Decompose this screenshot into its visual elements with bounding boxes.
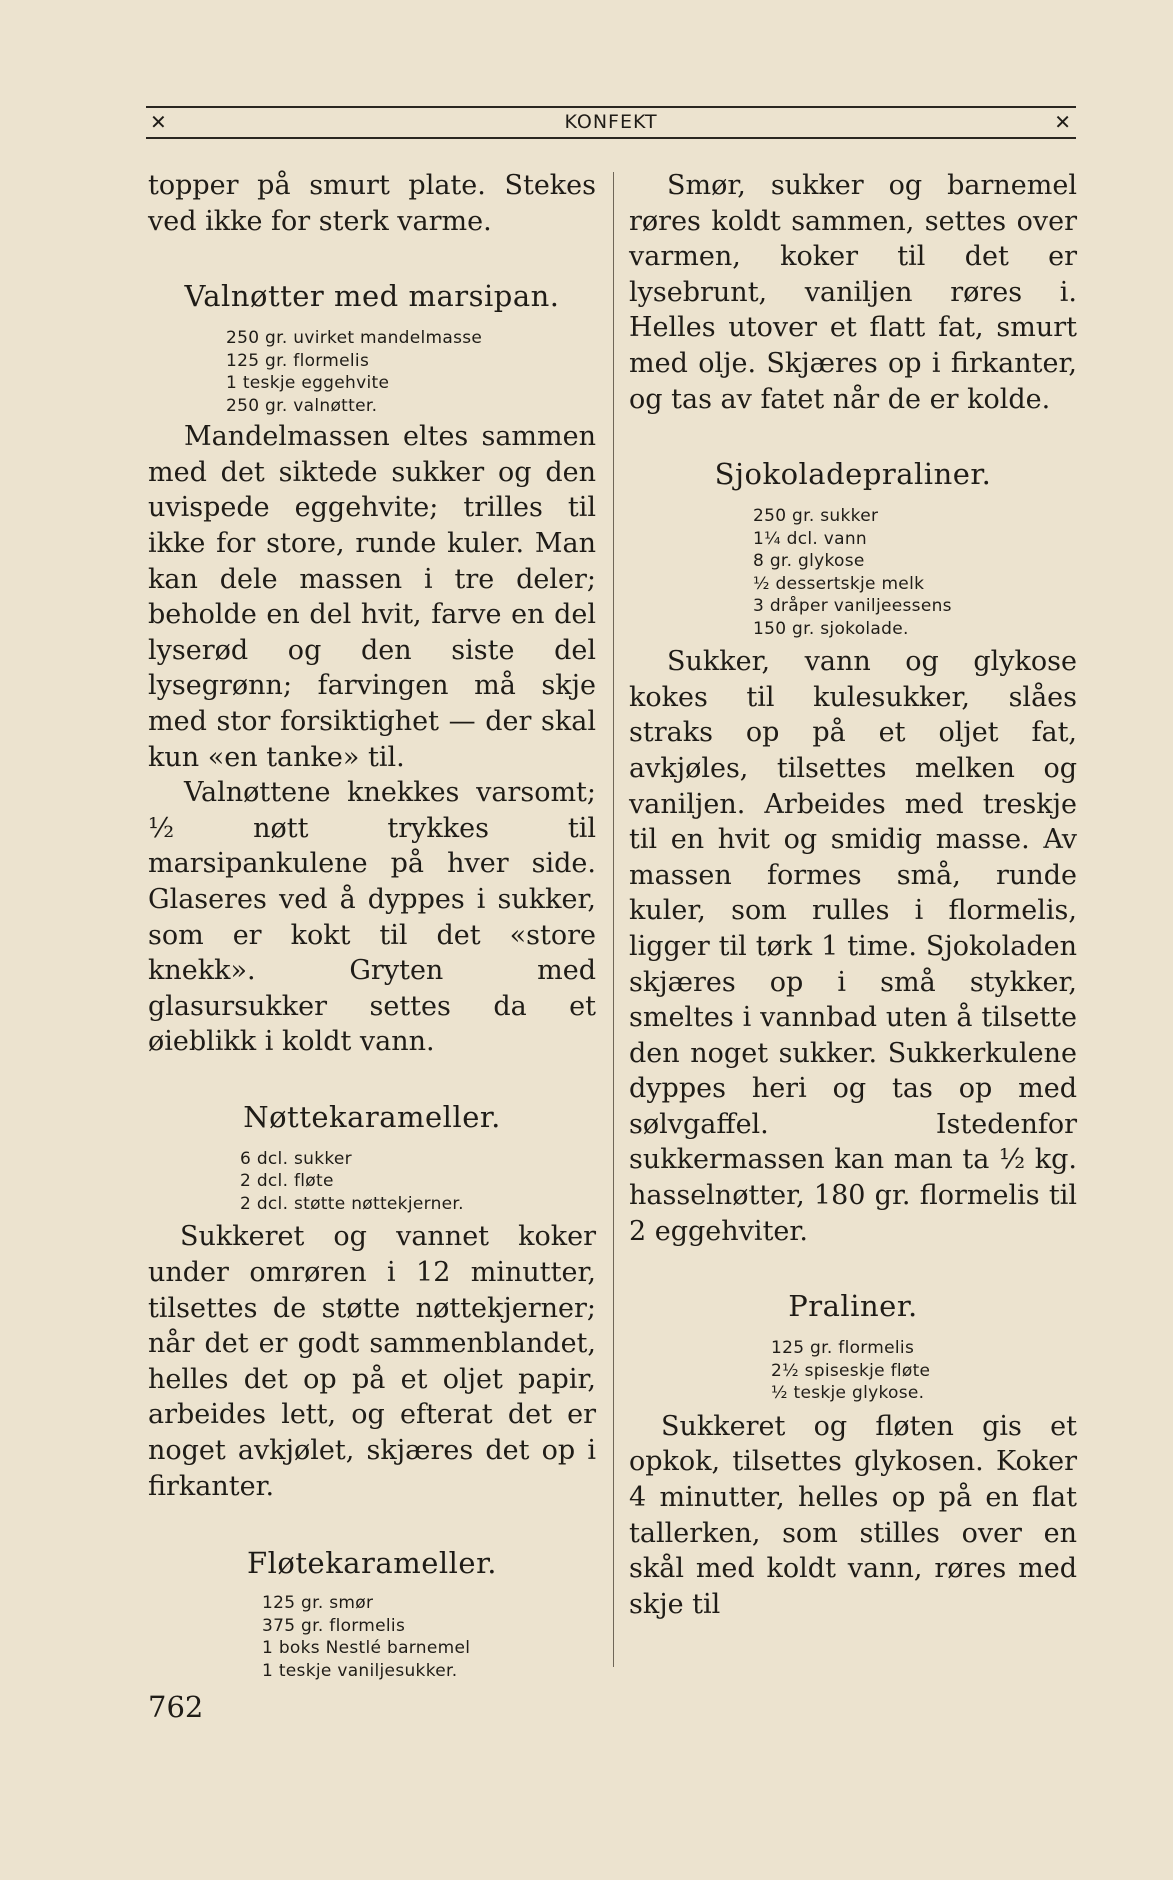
ornament-right-icon: ✕ [1054, 110, 1072, 134]
right-column [629, 168, 1077, 1622]
ingredient-item: 375 gr. flormelis [262, 1615, 406, 1636]
header-rule-bottom [146, 137, 1076, 139]
header-rule-top [146, 106, 1076, 108]
ingredient-item: 125 gr. flormelis [771, 1338, 915, 1359]
ingredient-item: 3 dråper vaniljeessens [753, 596, 952, 617]
continued-paragraph: topper på smurt plate. Stekes ved ikke for sterk varme. [148, 170, 596, 237]
ornament-left-icon: ✕ [150, 110, 168, 134]
ingredient-item: 2 dcl. fløte [240, 1171, 334, 1192]
ingredient-item: 150 gr. sjokolade. [753, 618, 909, 639]
recipe-text-walnuts: Mandelmassen eltes sammen med det siktede sukker og den uvispede eggehvite; trilles til ikke for store, runde kuler. Man kan dele massen i tre deler; beholde en del hvit, farve en del lyserød og den siste del lysegrønn; farvingen må skje med stor forsiktighet — der skal kun «en tanke» til. [148, 421, 596, 773]
ingredient-item: 1 teskje vaniljesukker. [262, 1660, 458, 1681]
ingredient-item: ½ teskje glykose. [771, 1383, 925, 1404]
ingredient-item: 125 gr. smør [262, 1593, 374, 1614]
running-header [146, 110, 1076, 136]
ingredient-item: 1 boks Nestlé barnemel [262, 1638, 471, 1659]
ingredient-list-cream-caramels [262, 1592, 596, 1682]
ingredient-item: 250 gr. uvirket mandelmasse [226, 328, 483, 349]
ingredient-item: ½ dessertskje melk [753, 573, 925, 594]
ingredient-item: 125 gr. flormelis [226, 350, 370, 371]
recipe-title-cream-caramels: Fløtekarameller. [247, 1546, 497, 1581]
ingredient-list-chocolate-pralines [753, 505, 1077, 640]
column-divider [613, 172, 614, 1667]
ingredient-list-nut-caramels [240, 1148, 596, 1216]
left-column [148, 168, 596, 1682]
ingredient-item: 2 dcl. støtte nøttekjerner. [240, 1193, 464, 1214]
ingredient-item: 250 gr. sukker [753, 506, 879, 527]
ingredient-item: 8 gr. glykose [753, 551, 865, 572]
recipe-title-chocolate-pralines: Sjokoladepraliner. [714, 457, 992, 492]
recipe-title-walnuts: Valnøtter med marsipan. [184, 279, 560, 314]
ingredient-item: 1¼ dcl. vann [753, 528, 867, 549]
recipe-text-walnuts-2: Valnøttene knekkes varsomt; ½ nøtt trykkes til marsipankulene på hver side. Glaseres ved å dyppes i sukker, som er kokt til det «store knekk». Gryten med glasursukker settes da et øieblikk i koldt vann. [148, 777, 596, 1058]
ingredient-item: 2½ spiseskje fløte [771, 1360, 931, 1381]
continued-paragraph-right: Smør, sukker og barnemel røres koldt sammen, settes over varmen, koker til det er lysebrunt, vaniljen røres i. Helles utover et flatt fat, smurt med olje. Skjæres op i firkanter, og tas av fatet når de er kolde. [629, 170, 1077, 415]
ingredient-list-walnuts [226, 327, 596, 417]
recipe-text-pralines: Sukkeret og fløten gis et opkok, tilsettes glykosen. Koker 4 minutter, helles op på en flat tallerken, som stilles over en skål med koldt vann, røres med skje til [629, 1410, 1077, 1620]
page-number: 762 [148, 1690, 204, 1724]
recipe-title-pralines: Praliner. [788, 1289, 918, 1324]
ingredient-list-pralines [771, 1337, 1077, 1405]
recipe-text-chocolate-pralines: Sukker, vann og glykose kokes til kulesukker, slåes straks op på et oljet fat, avkjøles, tilsettes melken og vaniljen. Arbeides med treskje til en hvit og smidig masse. Av massen formes små, runde kuler, som rulles i flormelis, ligger til tørk 1 time. Sjokoladen skjæres op i små stykker, smeltes i vannbad uten å tilsette den noget sukker. Sukkerkulene dyppes heri og tas op med sølvgaffel. Istedenfor sukkermassen kan man ta ½ kg. hasselnøtter, 180 gr. flormelis til 2 eggehviter. [629, 646, 1077, 1247]
ingredient-item: 250 gr. valnøtter. [226, 395, 378, 416]
running-header-title: KONFEKT [564, 111, 658, 133]
recipe-text-nut-caramels: Sukkeret og vannet koker under omrøren i 12 minutter, tilsettes de støtte nøttekjerner; når det er godt sammenblandet, helles det op på et oljet papir, arbeides lett, og efterat det er noget avkjølet, skjæres det op i firkanter. [148, 1221, 596, 1502]
ingredient-item: 6 dcl. sukker [240, 1148, 352, 1169]
ingredient-item: 1 teskje eggehvite [226, 373, 390, 394]
recipe-title-nut-caramels: Nøttekarameller. [243, 1099, 501, 1134]
